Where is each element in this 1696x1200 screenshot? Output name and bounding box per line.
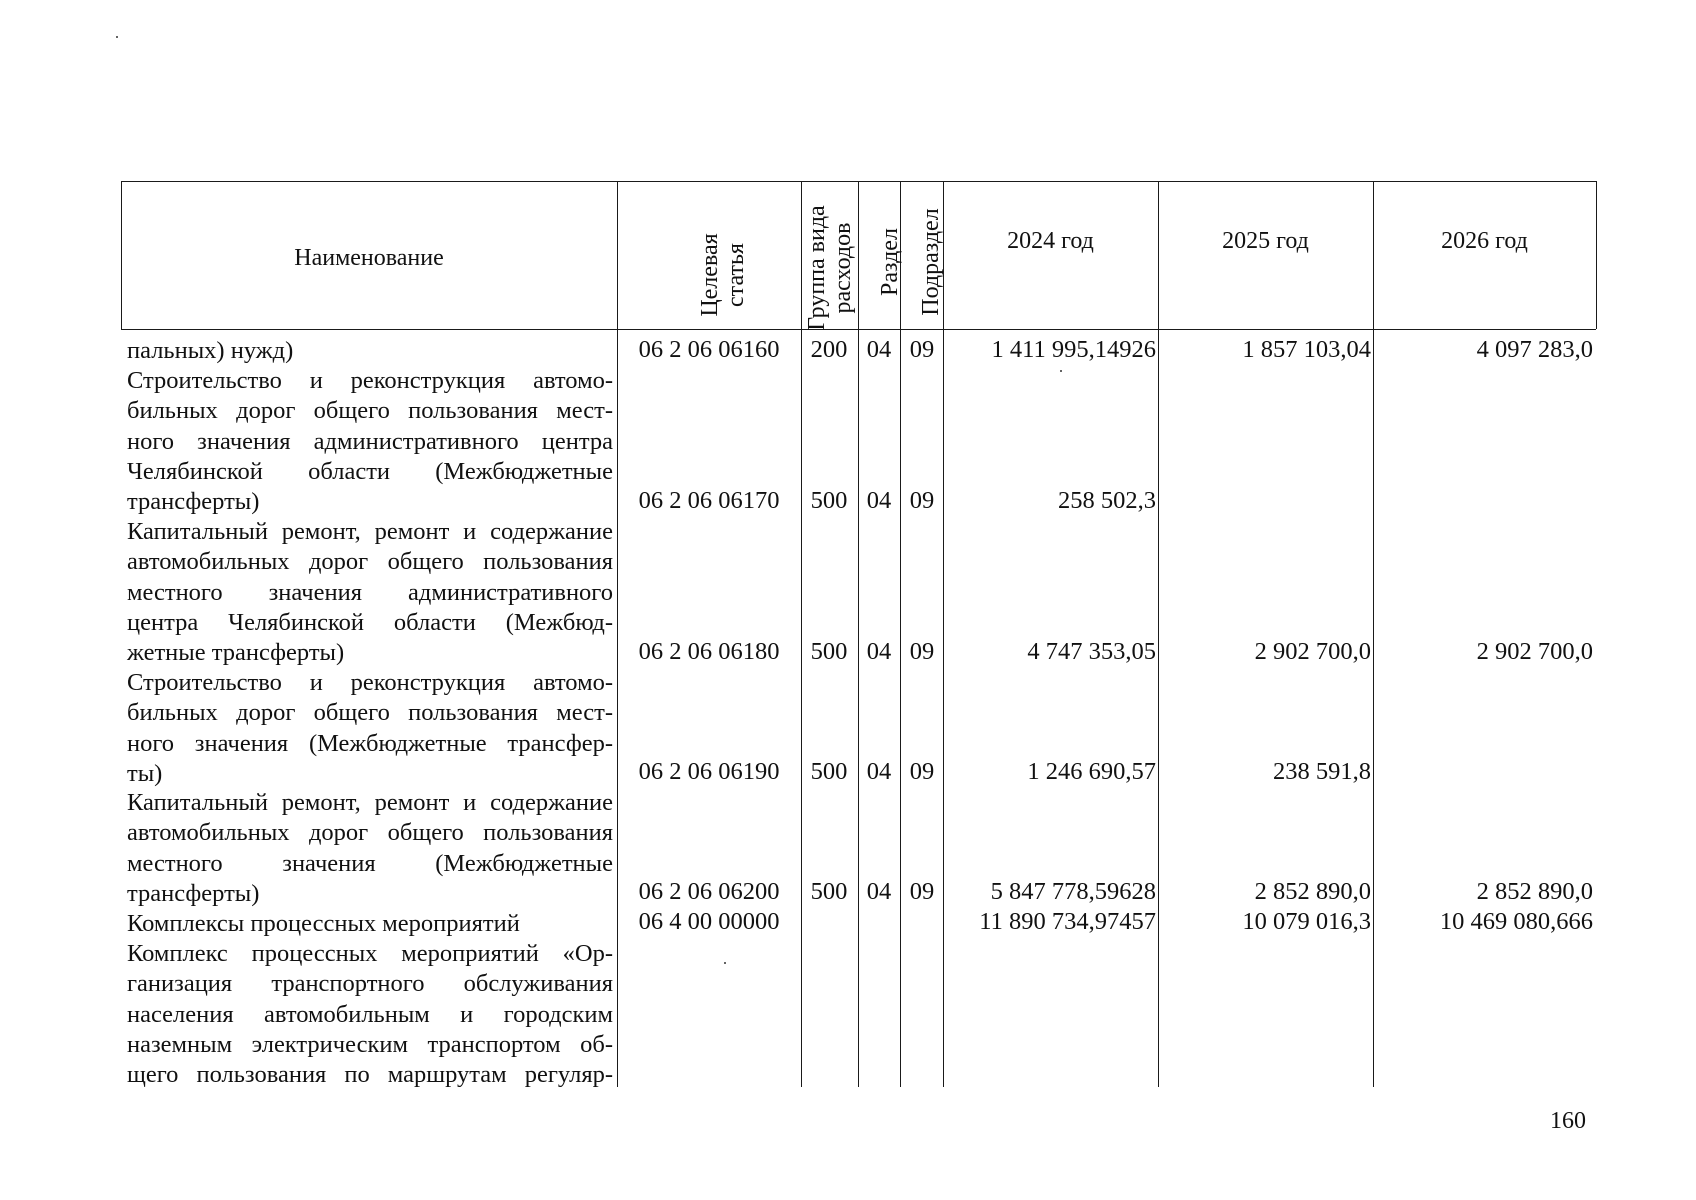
row-4-name-line-3: ного значения (Межбюджетные трансфер- [127, 729, 613, 757]
col-border-code [801, 181, 802, 1087]
row-5-2026: 2 852 890,0 [1476, 878, 1593, 905]
row-5-code: 06 2 06 06200 [638, 878, 780, 905]
row-4-2024: 1 246 690,57 [1027, 758, 1156, 785]
row-5-2024: 5 847 778,59628 [990, 878, 1156, 905]
row-1-2025: 1 857 103,04 [1242, 336, 1371, 363]
header-2026: 2026 год [1441, 228, 1528, 254]
col-border-group [858, 181, 859, 1087]
row-2-name-line-4: Челябинской области (Межбюджетные [127, 457, 613, 485]
row-6-2024: 11 890 734,97457 [979, 908, 1156, 935]
row-5-group: 500 [810, 878, 848, 905]
row-3-2025: 2 902 700,0 [1254, 638, 1371, 665]
col-border-2025 [1373, 181, 1374, 1087]
row-4-name [127, 668, 613, 789]
row-5-name [127, 788, 613, 909]
header-expense-group-line1: Группа вида [804, 205, 830, 331]
row-1-subsection: 09 [909, 336, 935, 363]
row-3-name-line-3: местного значения административного [127, 578, 613, 606]
header-target-article [697, 210, 755, 340]
row-2-section: 04 [866, 487, 892, 514]
header-section: Раздел [877, 228, 903, 296]
row-2-name [127, 366, 613, 517]
row-3-2024: 4 747 353,05 [1027, 638, 1156, 665]
row-5-name-line-3: местного значения (Межбюджетные [127, 849, 613, 877]
row-5-name-line-4: трансферты) [127, 879, 260, 907]
row-2-subsection: 09 [909, 487, 935, 514]
row-4-2025: 238 591,8 [1273, 758, 1371, 785]
row-6-2026: 10 469 080,666 [1439, 908, 1593, 935]
row-1-2024: 1 411 995,14926 [991, 336, 1156, 363]
row-5-name-line-2: автомобильных дорог общего пользования [127, 819, 613, 847]
row-4-name-line-2: бильных дорог общего пользования мест- [127, 699, 613, 727]
row-6-2025: 10 079 016,3 [1242, 908, 1371, 935]
row-4-name-line-4: ты) [127, 759, 163, 787]
row-7-name-line-2: ганизация транспортного обслуживания [127, 970, 613, 998]
row-7-name [127, 939, 613, 1090]
row-6-name-line-1: Комплексы процессных мероприятий [127, 910, 520, 937]
row-1-name [127, 336, 613, 366]
row-6-name [127, 909, 613, 939]
col-border-right [1596, 181, 1597, 329]
row-3-name [127, 517, 613, 668]
header-2024: 2024 год [1007, 228, 1094, 254]
row-4-name-line-1: Строительство и реконструкция автомо- [127, 669, 613, 696]
row-3-name-line-4: центра Челябинской области (Межбюд- [127, 608, 613, 636]
page-number: 160 [1550, 1108, 1586, 1134]
row-2-group: 500 [810, 487, 848, 514]
header-2025: 2025 год [1222, 228, 1309, 254]
row-2-name-line-1: Строительство и реконструкция автомо- [127, 367, 613, 394]
row-5-subsection: 09 [909, 878, 935, 905]
row-7-name-line-5: щего пользования по маршрутам регуляр- [127, 1061, 613, 1089]
row-2-name-line-3: ного значения административного центра [127, 427, 613, 455]
row-1-code: 06 2 06 06160 [638, 336, 780, 363]
row-3-group: 500 [810, 638, 848, 665]
header-subsection: Подраздел [918, 208, 944, 316]
row-2-2024: 258 502,3 [1058, 487, 1156, 514]
row-7-name-line-1: Комплекс процессных мероприятий «Ор- [127, 940, 613, 967]
row-3-name-line-2: автомобильных дорог общего пользования [127, 548, 613, 576]
row-1-section: 04 [866, 336, 892, 363]
row-5-name-line-1: Капитальный ремонт, ремонт и содержание [127, 789, 613, 816]
col-border-2024 [1158, 181, 1159, 1087]
row-3-subsection: 09 [909, 638, 935, 665]
row-5-2025: 2 852 890,0 [1254, 878, 1371, 905]
row-2-code: 06 2 06 06170 [638, 487, 780, 514]
row-6-code: 06 4 00 00000 [638, 908, 780, 935]
scan-speck [724, 962, 726, 964]
row-7-name-line-3: населения автомобильным и городским [127, 1000, 613, 1028]
col-border-name [617, 181, 618, 1087]
scan-speck [116, 36, 118, 38]
row-3-section: 04 [866, 638, 892, 665]
row-5-section: 04 [866, 878, 892, 905]
header-target-article-line1: Целевая [697, 233, 723, 317]
row-4-subsection: 09 [909, 758, 935, 785]
row-3-code: 06 2 06 06180 [638, 638, 780, 665]
scan-speck [1060, 370, 1062, 372]
row-3-name-line-1: Капитальный ремонт, ремонт и содержание [127, 518, 613, 545]
row-3-2026: 2 902 700,0 [1476, 638, 1593, 665]
row-2-name-line-2: бильных дорог общего пользования мест- [127, 397, 613, 425]
row-4-code: 06 2 06 06190 [638, 758, 780, 785]
row-4-section: 04 [866, 758, 892, 785]
row-1-name-line-1: пальных) нужд) [127, 337, 294, 364]
header-target-article-line2: статья [723, 243, 749, 307]
row-4-group: 500 [810, 758, 848, 785]
row-1-group: 200 [810, 336, 848, 363]
row-3-name-line-5: жетные трансферты) [127, 639, 345, 667]
row-1-2026: 4 097 283,0 [1476, 336, 1593, 363]
header-expense-group [804, 198, 858, 338]
header-expense-group-line2: расходов [830, 222, 856, 314]
header-name: Наименование [294, 245, 444, 271]
row-2-name-line-5: трансферты) [127, 488, 260, 516]
row-7-name-line-4: наземным электрическим транспортом об- [127, 1030, 613, 1058]
